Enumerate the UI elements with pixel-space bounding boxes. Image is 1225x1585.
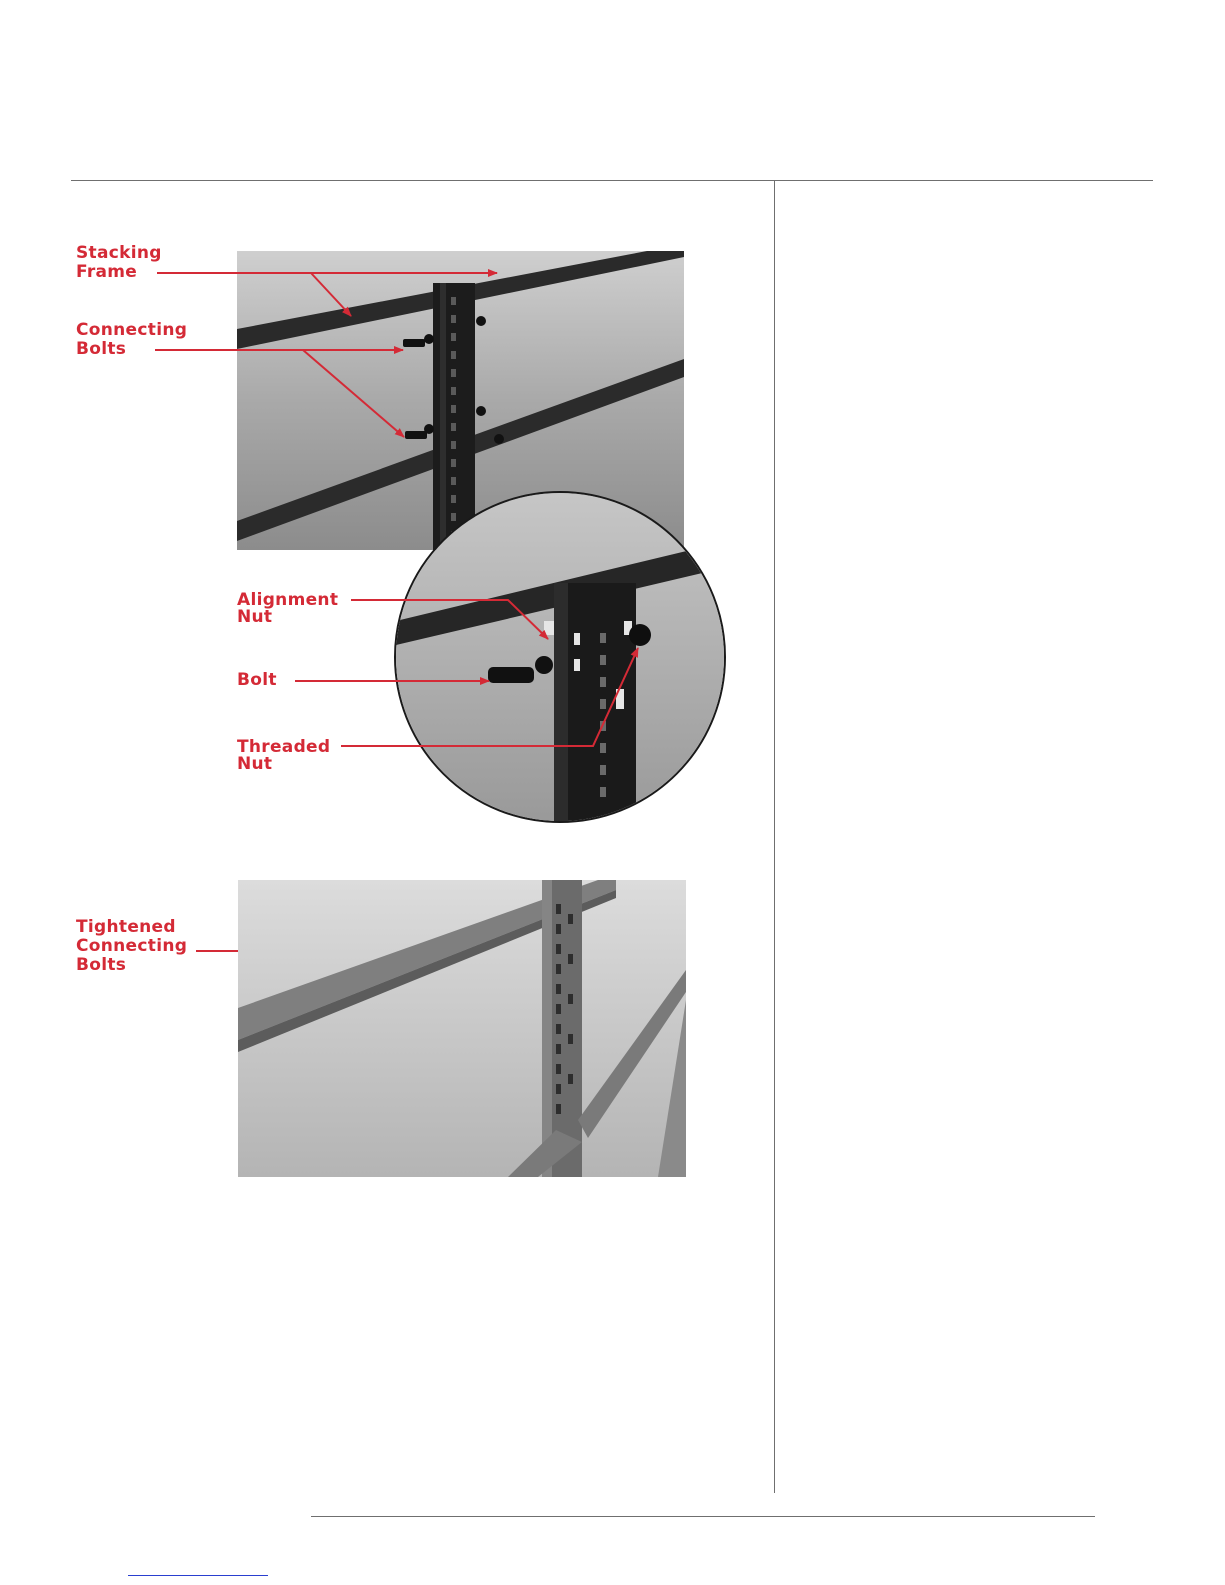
tightened-bolts-illustration xyxy=(238,880,686,1177)
callout-line: Alignment xyxy=(237,590,339,610)
callout-line: Nut xyxy=(237,754,273,774)
callout-bolt xyxy=(237,671,277,690)
callout-line: Connecting xyxy=(76,320,188,340)
callout-line: Stacking xyxy=(76,243,162,263)
callout-line: Bolts xyxy=(76,339,127,359)
callout-line: Tightened xyxy=(76,917,176,937)
callout-line: Threaded xyxy=(237,737,331,757)
callout-line: Connecting xyxy=(76,936,188,956)
callout-line: Frame xyxy=(76,262,138,282)
leader-threaded-nut xyxy=(341,648,638,746)
leader-connecting-bolts-2 xyxy=(303,350,404,437)
callout-alignment-nut xyxy=(237,591,338,625)
callout-line: Nut xyxy=(237,607,273,627)
leader-stacking-frame-2 xyxy=(311,273,351,316)
callout-threaded-nut xyxy=(237,738,330,772)
callout-stacking-frame xyxy=(76,244,162,282)
callout-line: Bolts xyxy=(76,955,127,975)
callout-line: Bolt xyxy=(237,670,277,690)
callout-tightened-connecting-bolts xyxy=(76,918,187,975)
callout-connecting-bolts xyxy=(76,321,187,359)
tightened-bolts-photo xyxy=(238,880,686,1177)
leader-alignment-nut xyxy=(351,600,548,639)
